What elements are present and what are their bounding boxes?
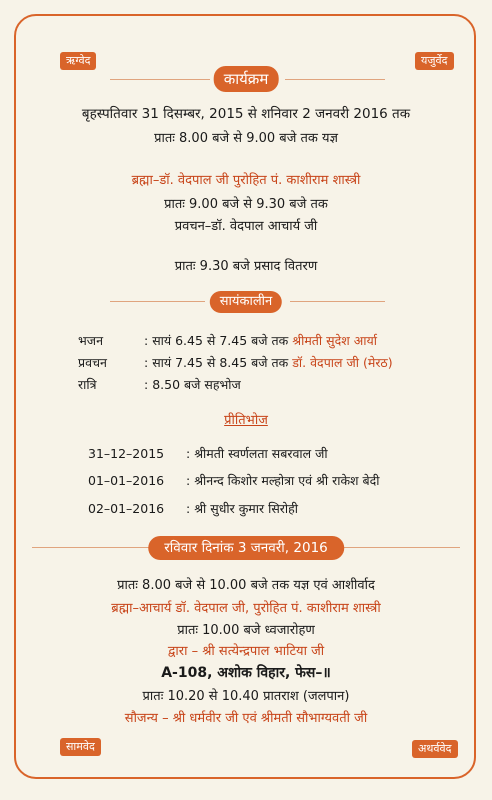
row-sep: : <box>143 333 149 348</box>
karyakram-heading: कार्यक्रम <box>214 66 279 92</box>
sayankalin-row <box>78 332 377 349</box>
row-date: 01–01–2016 <box>88 473 165 488</box>
heading-rule-right <box>290 301 385 302</box>
corner-samaveda: सामवेद <box>60 738 101 756</box>
pritibhoj-row <box>88 445 328 462</box>
heading-rule-left <box>110 301 205 302</box>
row-name: श्रीनन्द किशोर मल्होत्रा एवं श्री राकेश बेदी <box>194 473 380 488</box>
row-label: प्रवचन <box>78 355 107 370</box>
karyakram-time2: प्रातः 9.00 बजे से 9.30 बजे तक <box>164 197 328 212</box>
heading-rule-right <box>285 79 385 80</box>
ravivar-dhvajarohan: प्रातः 10.00 बजे ध्वजारोहण <box>177 623 315 638</box>
row-label: रात्रि <box>78 377 97 392</box>
row-name: श्रीमती स्वर्णलता सबरवाल जी <box>194 446 328 461</box>
row-sep: : <box>185 501 191 516</box>
ravivar-dvara: द्वारा – श्री सत्येन्द्रपाल भाटिया जी <box>167 644 325 659</box>
ravivar-address: A-108, अशोक विहार, फेस–॥ <box>161 665 331 681</box>
row-text: सायं 6.45 से 7.45 बजे तक <box>152 333 289 348</box>
heading-rule-left <box>110 79 210 80</box>
row-highlight: डॉ. वेदपाल जी (मेरठ) <box>292 355 393 370</box>
row-highlight: श्रीमती सुदेश आर्या <box>292 333 377 348</box>
pritibhoj-row <box>88 500 298 517</box>
karyakram-dates: बृहस्पतिवार 31 दिसम्बर, 2015 से शनिवार 2 जनवरी 2016 तक <box>81 106 411 122</box>
sayankalin-row <box>78 376 241 393</box>
karyakram-prasad: प्रातः 9.30 बजे प्रसाद वितरण <box>174 259 318 274</box>
row-sep: : <box>185 446 191 461</box>
pritibhoj-heading: प्रीतिभोज <box>224 413 268 428</box>
pritibhoj-row <box>88 472 380 489</box>
ravivar-saujanya: सौजन्य – श्री धर्मवीर जी एवं श्रीमती सौभाग्यवती जी <box>124 711 368 726</box>
karyakram-pravachan: प्रवचन–डॉ. वेदपाल आचार्य जी <box>174 219 318 234</box>
karyakram-yagya: प्रातः 8.00 बजे से 9.00 बजे तक यज्ञ <box>154 131 338 146</box>
row-text: सायं 7.45 से 8.45 बजे तक <box>152 355 289 370</box>
row-date: 02–01–2016 <box>88 501 165 516</box>
sayankalin-heading: सायंकालीन <box>210 291 282 313</box>
row-name: श्री सुधीर कुमार सिरोही <box>194 501 299 516</box>
row-sep: : <box>185 473 191 488</box>
row-text: 8.50 बजे सहभोज <box>152 377 241 392</box>
row-label: भजन <box>78 333 104 348</box>
ravivar-brahma: ब्रह्मा–आचार्य डॉ. वेदपाल जी, पुरोहित पं. काशीराम शास्त्री <box>111 601 381 616</box>
karyakram-brahma: ब्रह्मा–डॉ. वेदपाल जी पुरोहित पं. काशीराम शास्त्री <box>131 173 361 188</box>
row-sep: : <box>143 377 149 392</box>
row-sep: : <box>143 355 149 370</box>
ravivar-yagya: प्रातः 8.00 बजे से 10.00 बजे तक यज्ञ एवं आशीर्वाद <box>117 578 375 593</box>
row-date: 31–12–2015 <box>88 446 165 461</box>
ravivar-heading: रविवार दिनांक 3 जनवरी, 2016 <box>148 536 344 560</box>
sayankalin-row <box>78 354 393 371</box>
corner-yajurveda: यजुर्वेद <box>415 52 454 70</box>
ravivar-jalpan: प्रातः 10.20 से 10.40 प्रातराश (जलपान) <box>142 689 350 704</box>
corner-atharvaveda: अथर्ववेद <box>412 740 458 758</box>
corner-rigveda: ऋग्वेद <box>60 52 96 70</box>
